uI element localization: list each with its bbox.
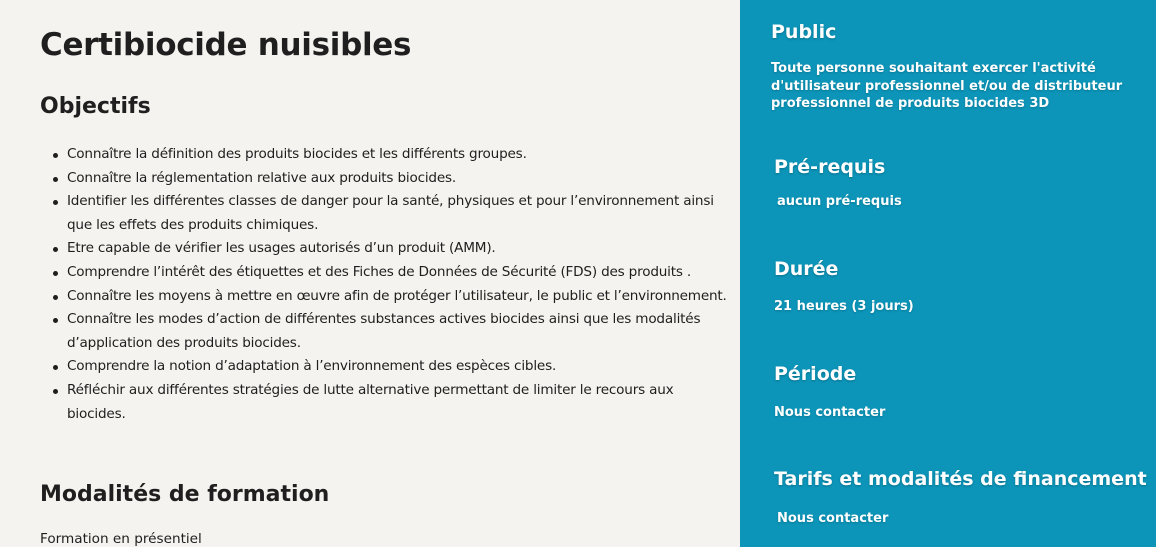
objectives-list	[40, 143, 727, 426]
prerequis-text: aucun pré-requis	[777, 194, 902, 209]
duree-text: 21 heures (3 jours)	[774, 299, 914, 314]
modalities-text: Formation en présentiel	[40, 531, 202, 547]
public-text: Toute personne souhaitant exercer l'activité d'utilisateur professionnel et/ou de distributeur professionnel de produits biocides 3D	[771, 61, 1123, 111]
tarifs-text: Nous contacter	[777, 511, 889, 526]
info-sidebar	[740, 0, 1156, 547]
objective-item: Identifier les différentes classes de danger pour la santé, physiques et pour l’environnement ainsi que les effets des produits chimiques.	[67, 190, 727, 237]
objective-item: Connaître les modes d’action de différentes substances actives biocides ainsi que les modalités d’application des produits biocides.	[67, 308, 727, 355]
periode-heading: Période	[774, 363, 857, 385]
objective-item: Connaître la définition des produits biocides et les différents groupes.	[67, 143, 727, 167]
page-title: Certibiocide nuisibles	[40, 27, 412, 63]
duree-heading: Durée	[774, 258, 839, 280]
public-heading: Public	[771, 21, 837, 43]
prerequis-heading: Pré-requis	[774, 156, 886, 178]
tarifs-heading: Tarifs et modalités de financement	[774, 468, 1147, 490]
modalities-heading: Modalités de formation	[40, 482, 330, 507]
objective-item: Comprendre l’intérêt des étiquettes et des Fiches de Données de Sécurité (FDS) des produits .	[67, 261, 727, 285]
objective-item: Etre capable de vérifier les usages autorisés d’un produit (AMM).	[67, 237, 727, 261]
objective-item: Comprendre la notion d’adaptation à l’environnement des espèces cibles.	[67, 355, 727, 379]
objective-item: Réfléchir aux différentes stratégies de lutte alternative permettant de limiter le recours aux biocides.	[67, 379, 727, 426]
objective-item: Connaître les moyens à mettre en œuvre afin de protéger l’utilisateur, le public et l’environnement.	[67, 285, 727, 309]
objectives-heading: Objectifs	[40, 94, 151, 119]
periode-text: Nous contacter	[774, 405, 886, 420]
objective-item: Connaître la réglementation relative aux produits biocides.	[67, 167, 727, 191]
